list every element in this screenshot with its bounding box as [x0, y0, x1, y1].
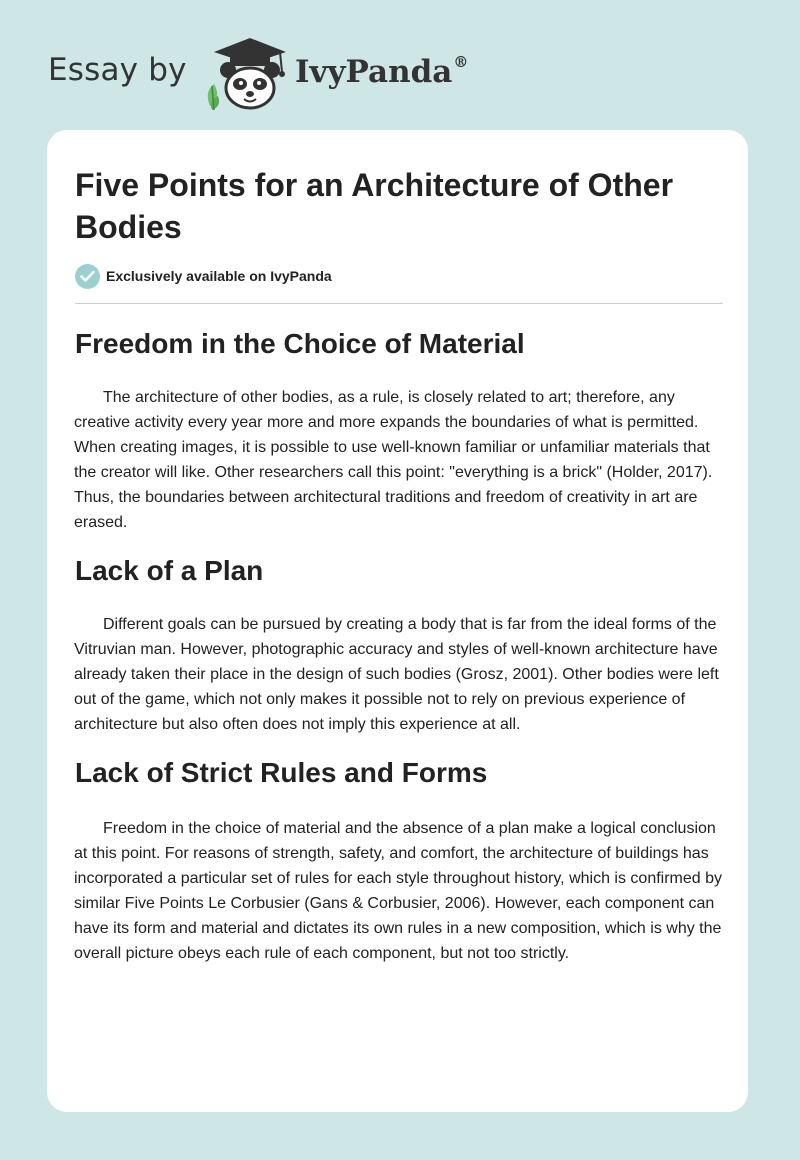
essay-by-label: Essay by [48, 52, 187, 88]
essay-card [47, 130, 748, 1112]
section-heading-strict-rules: Lack of Strict Rules and Forms [75, 757, 488, 788]
site-header [48, 30, 548, 110]
section-paragraph-freedom-material: The architecture of other bodies, as a rule, is closely related to art; therefore, any creative activity every year more and more expands the boundaries of what is permitted. When creating images, it is possible to use well-known familiar or unfamiliar materials that the creator will like. Other researchers call this point: "everything is a brick" (Holder, 2017). Thus, the boundaries between architectural traditions and freedom of creativity in art are erased. [74, 389, 713, 531]
brand-text: IvyPanda [295, 54, 453, 90]
divider [75, 303, 723, 304]
registered-mark: ® [453, 52, 469, 71]
essay-title: Five Points for an Architecture of Other Bodies [75, 167, 674, 245]
section-heading-lack-of-plan: Lack of a Plan [75, 555, 264, 586]
section-heading-freedom-material: Freedom in the Choice of Material [75, 328, 525, 359]
brand-name[interactable] [295, 54, 468, 90]
section-paragraph-strict-rules: Freedom in the choice of material and the absence of a plan make a logical conclusion at this point. For reasons of strength, safety, and comfort, the architecture of buildings has incorporated a particular set of rules for each style throughout history, which is confirmed by similar Five Points Le Corbusier (Gans & Corbusier, 2006). However, each component can have its form and material and dictates its own rules in a new composition, which is why the overall picture obeys each rule of each component, but not too strictly. [74, 820, 723, 962]
check-circle-icon [75, 264, 100, 289]
section-paragraph-lack-of-plan: Different goals can be pursued by creating a body that is far from the ideal forms of the Vitruvian man. However, photographic accuracy and styles of well-known architecture have already taken their place in the design of such bodies (Grosz, 2001). Other bodies were left out of the game, which not only makes it possible not to rely on previous experience of architecture but also often does not imply this experience at all. [74, 616, 719, 733]
exclusive-badge-label: Exclusively available on IvyPanda [106, 268, 332, 284]
panda-graduate-logo-icon [200, 34, 292, 112]
exclusive-badge [75, 263, 332, 289]
